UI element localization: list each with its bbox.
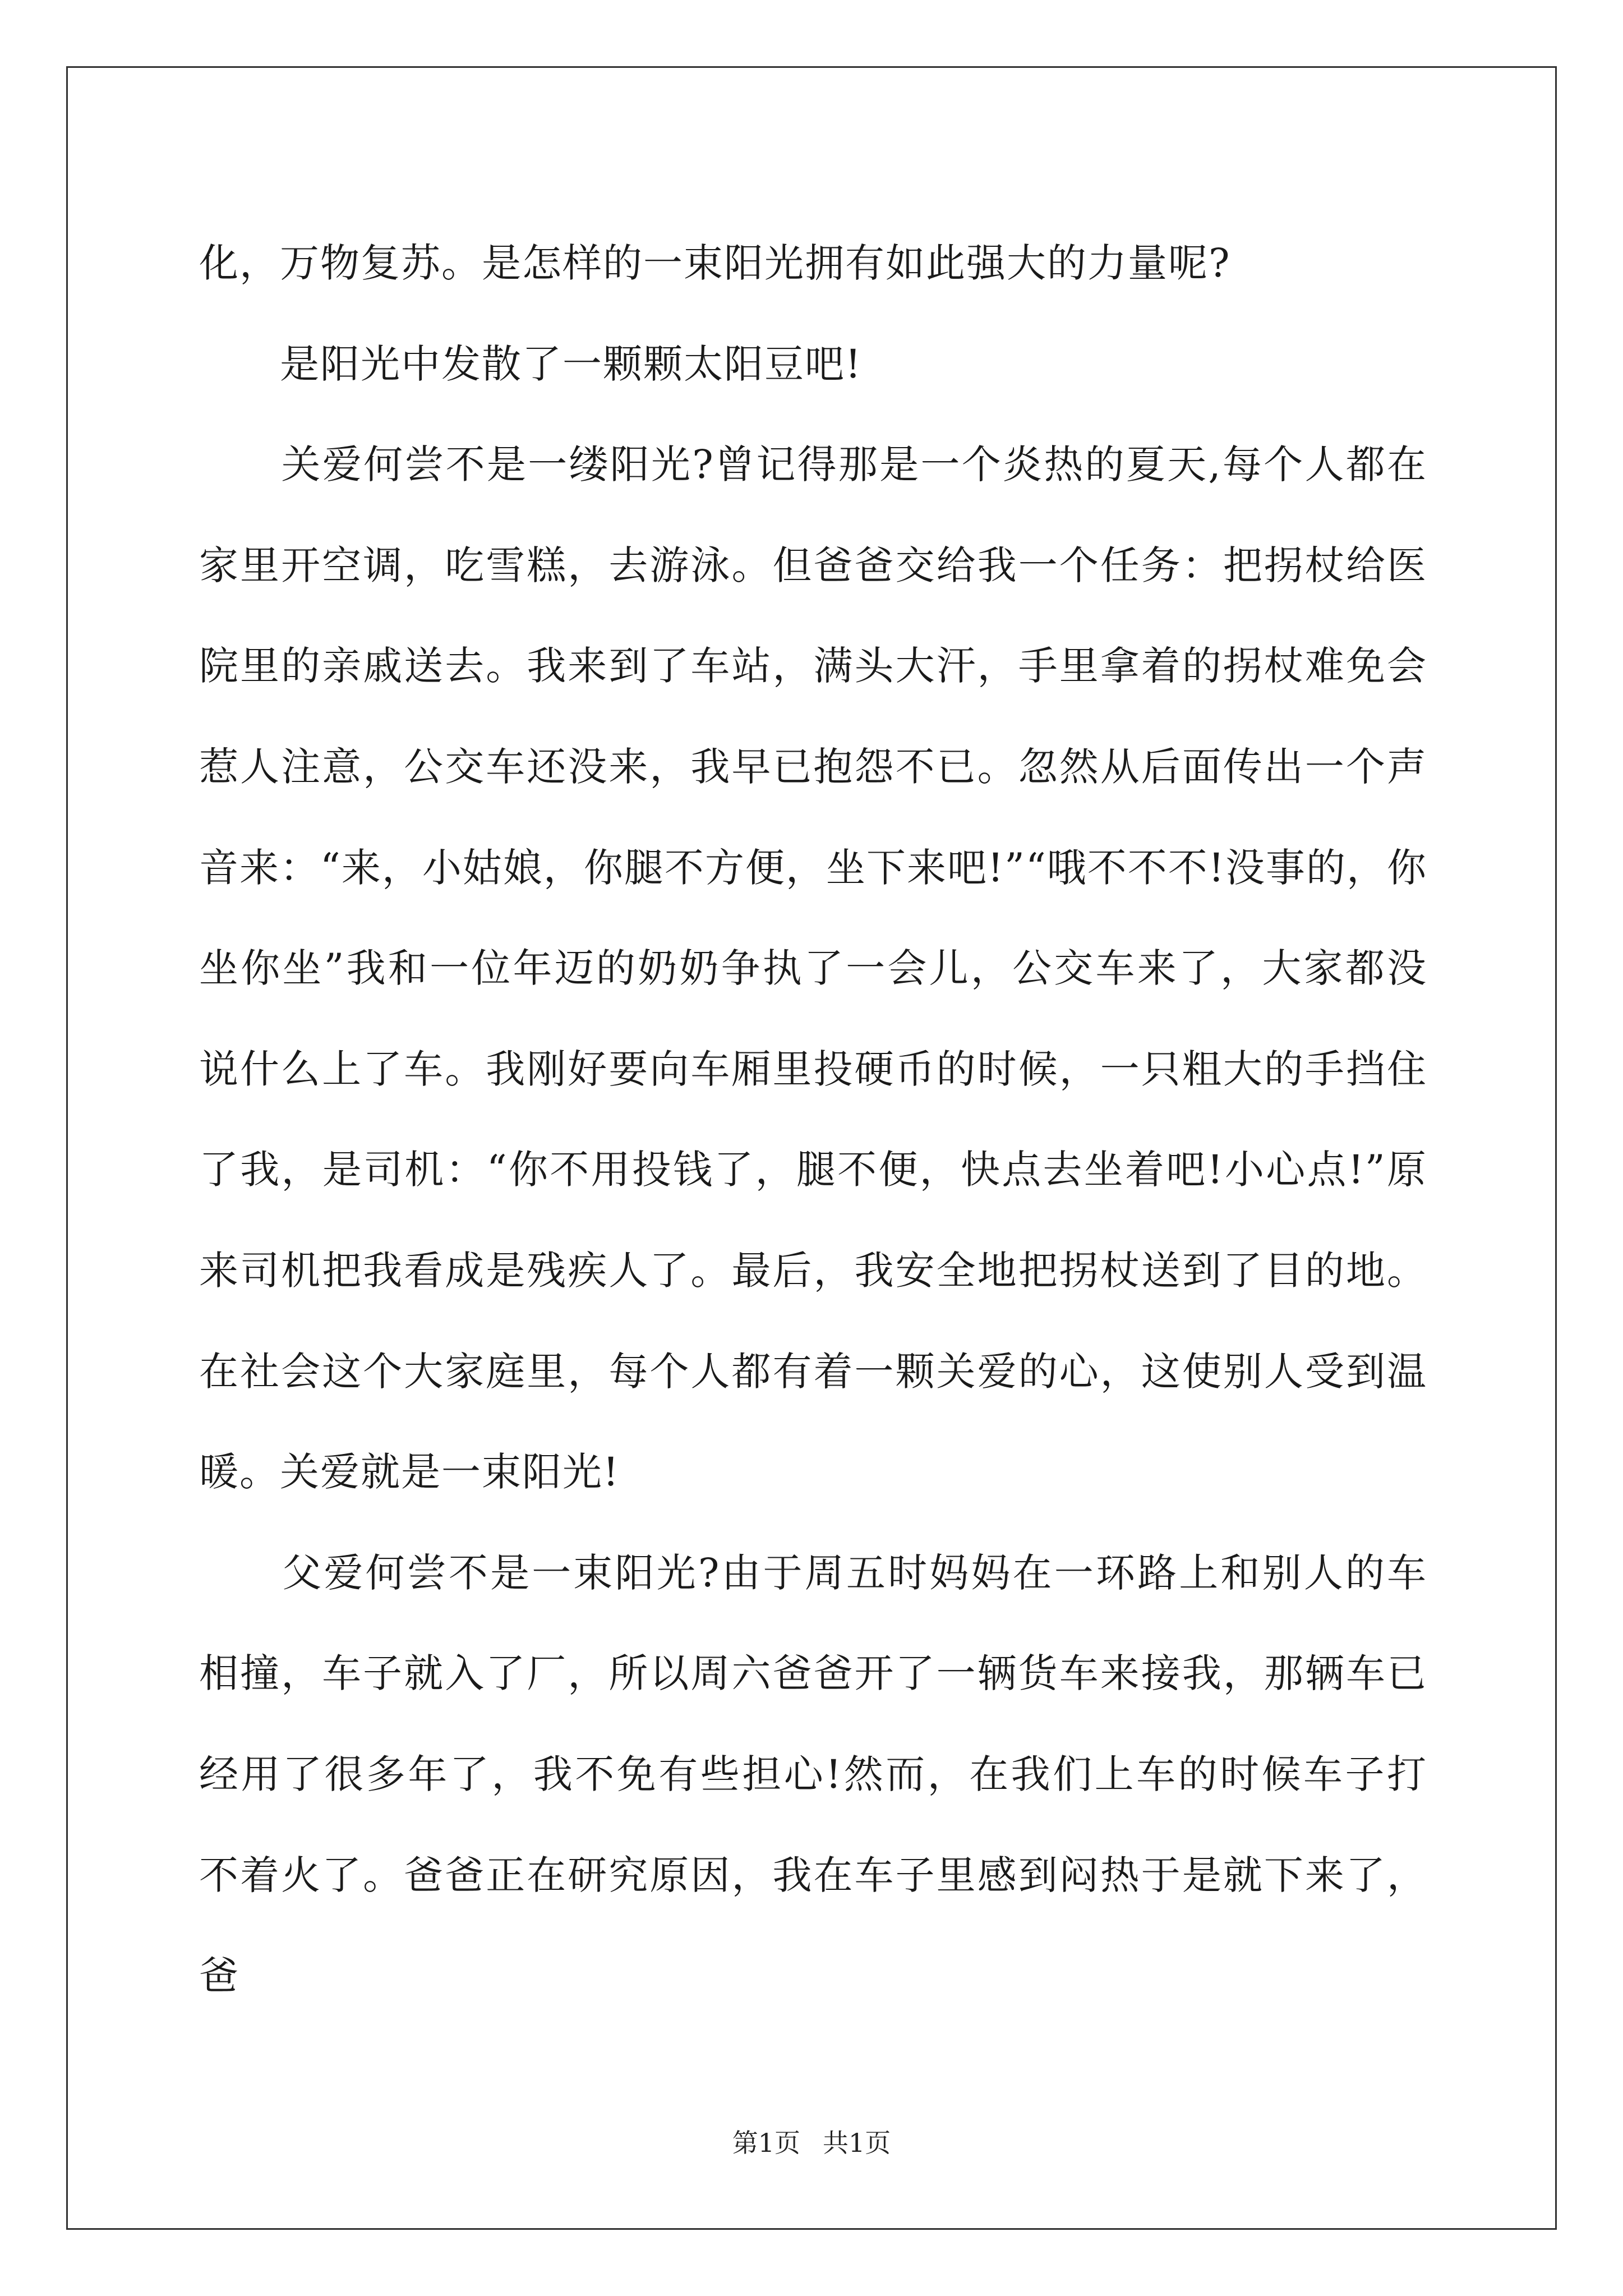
paragraph: 化，万物复苏。是怎样的一束阳光拥有如此强大的力量呢? — [199, 240, 1231, 286]
document-body — [199, 213, 1427, 2027]
page-number: 第1页 — [732, 2128, 800, 2158]
paragraph: 父爱何尝不是一束阳光?由于周五时妈妈在一环路上和别人的车相撞，车子就入了厂，所以周六爸爸开了一辆货车来接我，那辆车已经用了很多年了，我不免有些担心!然而，在我们上车的时候车子打不着火了。爸爸正在研究原因，我在车子里感到闷热于是就下来了，爸 — [199, 1549, 1427, 1999]
page-total: 共1页 — [823, 2128, 891, 2158]
paragraph: 关爱何尝不是一缕阳光?曾记得那是一个炎热的夏天,每个人都在家里开空调，吃雪糕，去游泳。但爸爸交给我一个任务：把拐杖给医院里的亲戚送去。我来到了车站，满头大汗，手里拿着的拐杖难免会惹人注意，公交车还没来，我早已抱怨不已。忽然从后面传出一个声音来：“来，小姑娘，你腿不方便，坐下来吧!”“哦不不不!没事的，你坐你坐”我和一位年迈的奶奶争执了一会儿，公交车来了，大家都没说什么上了车。我刚好要向车厢里投硬币的时候，一只粗大的手挡住了我，是司机：“你不用投钱了，腿不便，快点去坐着吧!小心点!”原来司机把我看成是残疾人了。最后，我安全地把拐杖送到了目的地。在社会这个大家庭里，每个人都有着一颗关爱的心，这使别人受到温暖。关爱就是一束阳光! — [199, 441, 1427, 1496]
paragraph: 是阳光中发散了一颗颗太阳豆吧! — [199, 341, 863, 387]
page-footer — [0, 2126, 1623, 2160]
